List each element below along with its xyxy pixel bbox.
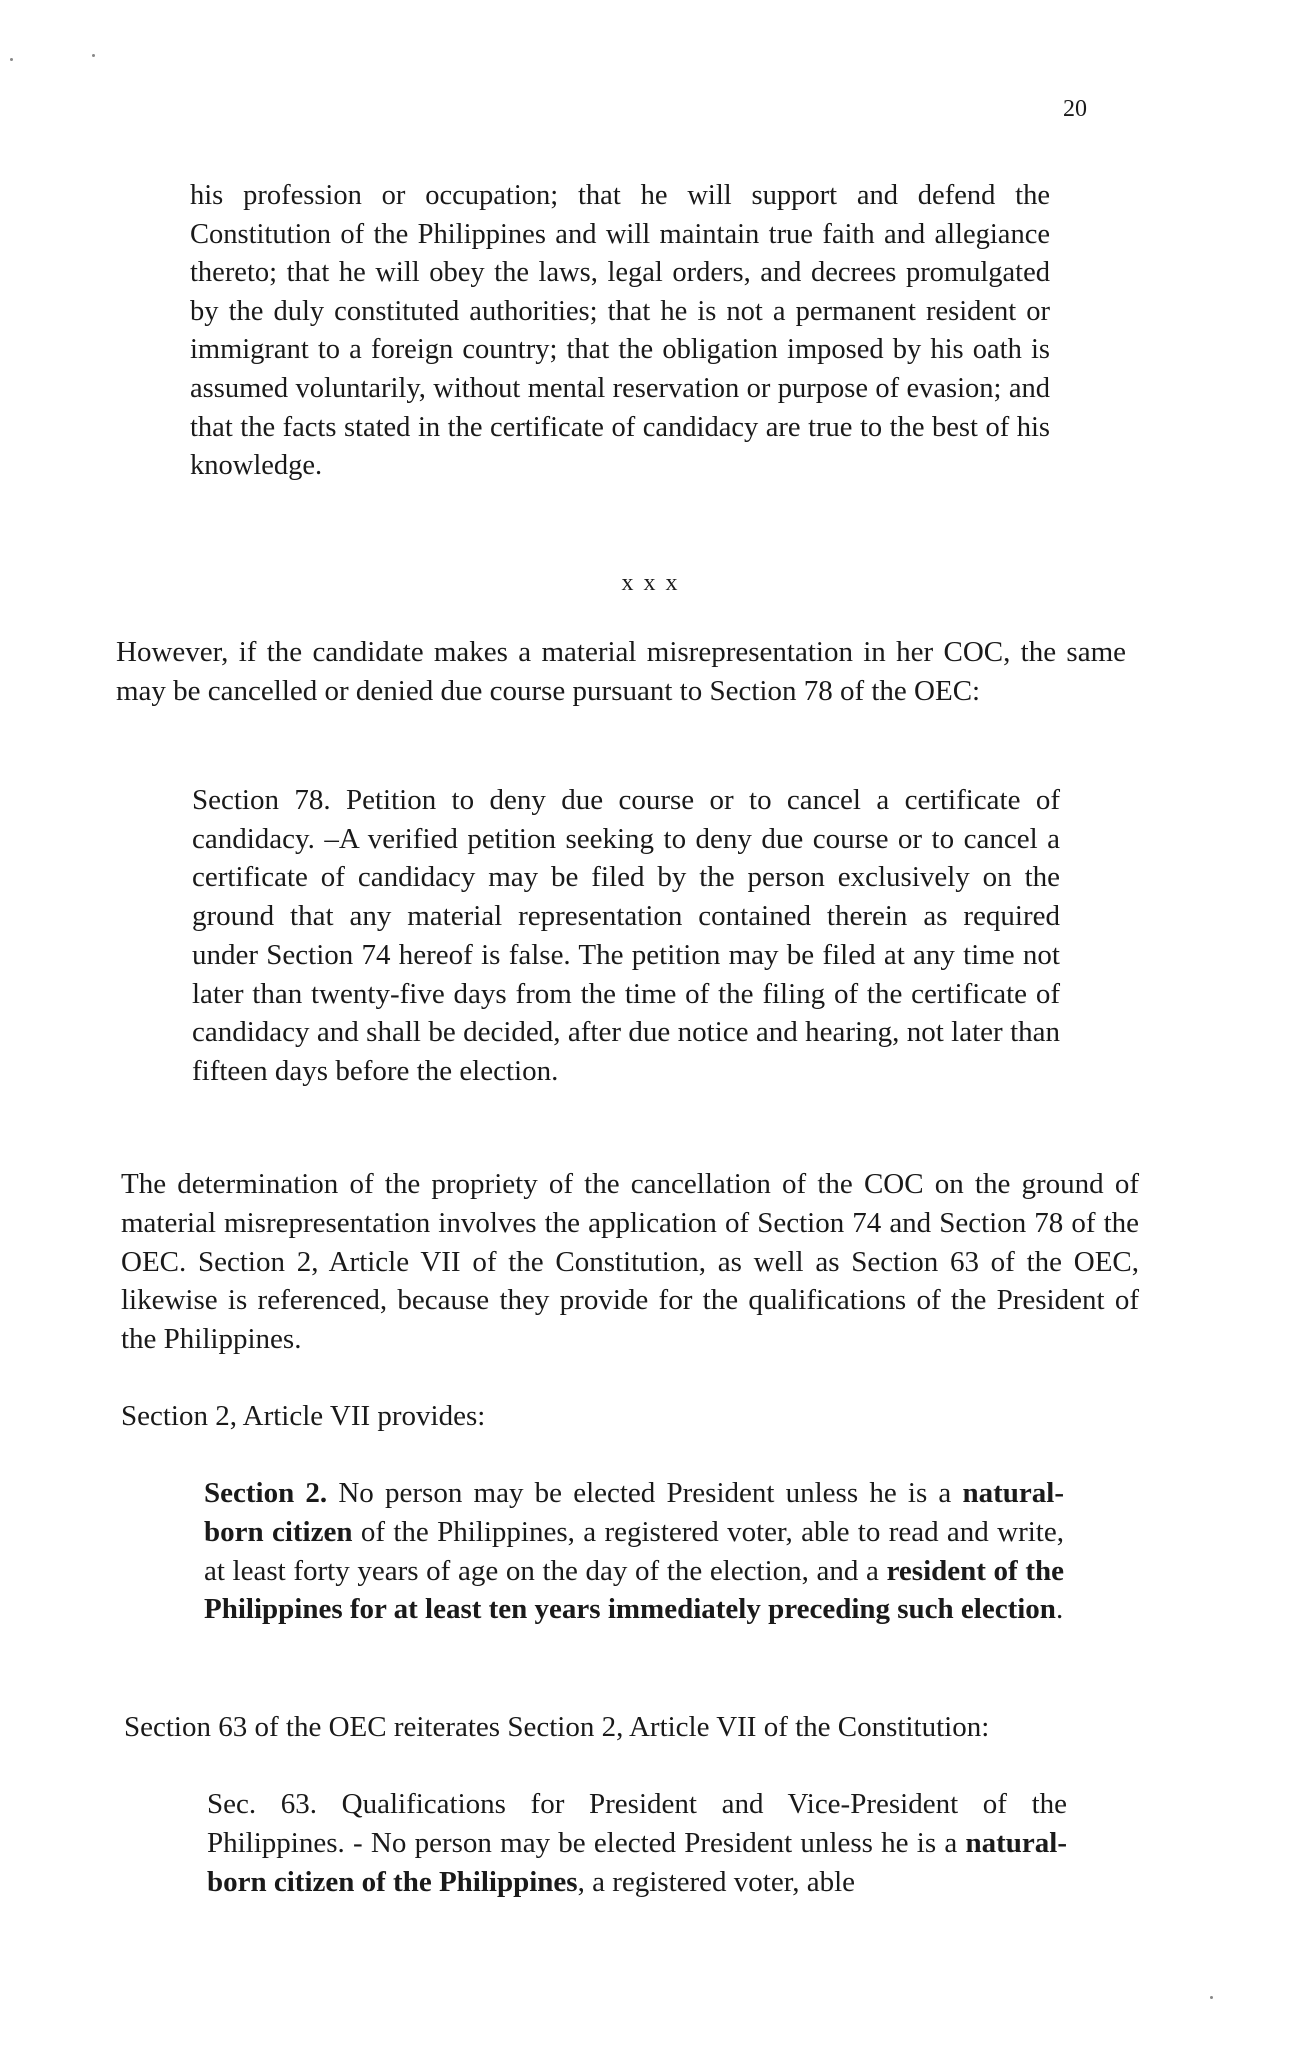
quote-text: of the Philippines, a registered voter, able to read and write, at least forty years of age on the day of the election, and a (204, 1515, 1064, 1587)
ellipsis-separator: x x x (621, 570, 680, 596)
section-2-intro: Section 2, Article VII provides: (121, 1400, 486, 1432)
bold-phrase: natural-born citizen (204, 1477, 1064, 1548)
section-63-quote (207, 1785, 1067, 1901)
bold-phrase: natural-born citizen of the Philippines (207, 1826, 1067, 1898)
page-number: 20 (1063, 96, 1087, 122)
scan-artifact (10, 58, 13, 61)
section-2-heading: Section 2. (204, 1477, 328, 1509)
bold-phrase: resident of the Philippines for at least ten years immediately preceding such election (204, 1554, 1064, 1626)
section-2-quote (204, 1474, 1064, 1629)
scan-artifact (92, 54, 95, 57)
quote-text: . (1055, 1593, 1064, 1626)
quote-text: No person may be elected President unless he is a (327, 1477, 963, 1509)
misrepresentation-paragraph: However, if the candidate makes a material misrepresentation in her COC, the same may be cancelled or denied due course pursuant to Section 78 of the OEC: (116, 636, 1126, 707)
scan-artifact (1210, 1996, 1213, 1999)
quote-text: , a registered voter, able (577, 1865, 856, 1898)
section-78-quote: Section 78. Petition to deny due course or to cancel a certificate of candidacy. –A verified petition seeking to deny due course or to cancel a certificate of candidacy may be filed by the person exclusively on the ground that any material representation contained therein as required under Section 74 hereof is false. The petition may be filed at any time not later than twenty-five days from the time of the filing of the certificate of candidacy and shall be decided, after due notice and hearing, not later than fifteen days before the election. (192, 784, 1060, 1087)
oath-paragraph: his profession or occupation; that he will support and defend the Constitution of the Philippines and will maintain true faith and allegiance thereto; that he will obey the laws, legal orders, and decrees promulgated by the duly constituted authorities; that he is not a permanent resident or immigrant to a foreign country; that the obligation imposed by his oath is assumed voluntarily, without mental reservation or purpose of evasion; and that the facts stated in the certificate of candidacy are true to the best of his knowledge. (190, 180, 1050, 482)
determination-paragraph: The determination of the propriety of the cancellation of the COC on the ground of material misrepresentation involves the application of Section 74 and Section 78 of the OEC. Section 2, Article VII of the Constitution, as well as Section 63 of the OEC, likewise is referenced, because they provide for the qualifications of the President of the Philippines. (121, 1168, 1139, 1356)
section-63-intro: Section 63 of the OEC reiterates Section 2, Article VII of the Constitution: (124, 1711, 990, 1743)
quote-text: Sec. 63. Qualifications for President and Vice-President of the Philippines. - No person may be elected President unless he is a (207, 1788, 1067, 1859)
